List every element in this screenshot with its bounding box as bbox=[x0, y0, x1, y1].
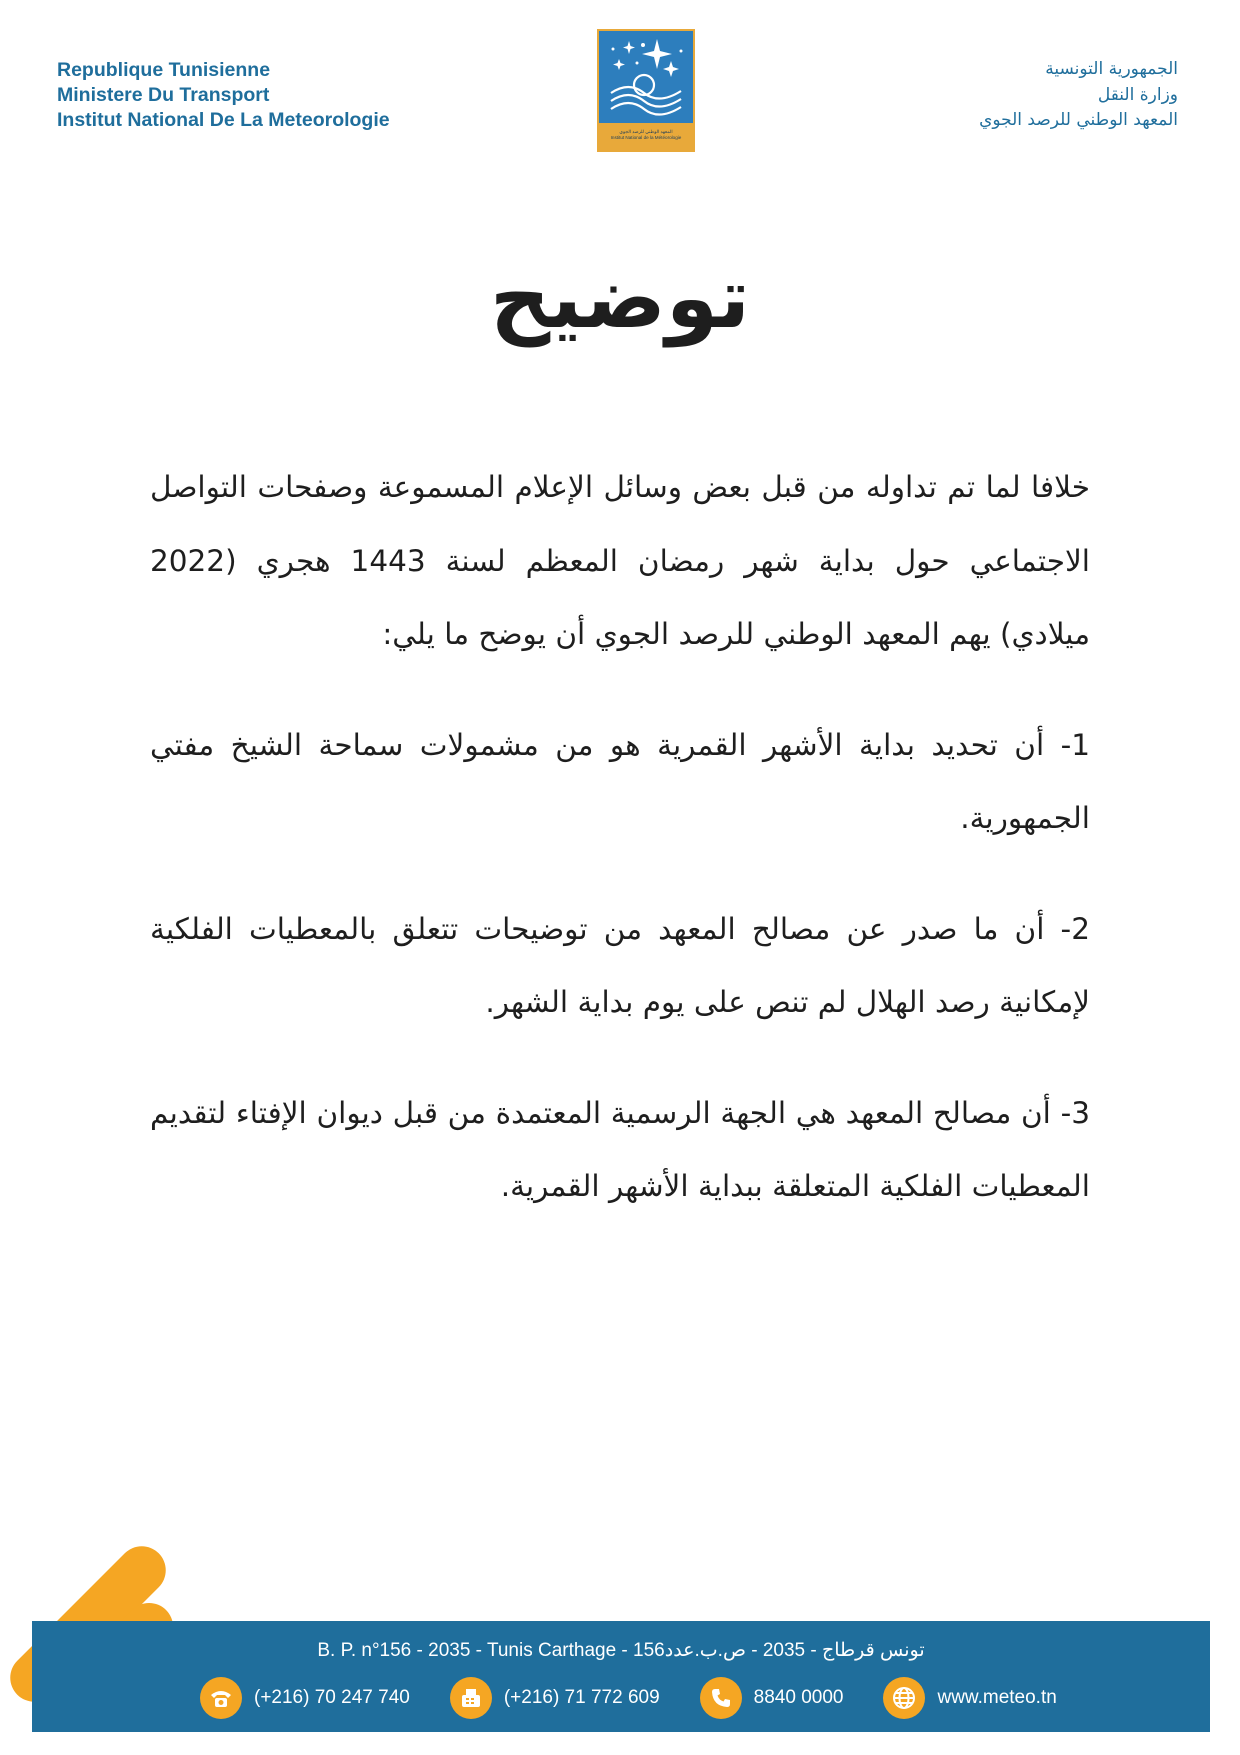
point-2: 2- أن ما صدر عن مصالح المعهد من توضيحات تتعلق بالمعطيات الفلكية لإمكانية رصد الهلال لم تنص على يوم بداية الشهر. bbox=[150, 911, 1090, 1019]
contact-hotline bbox=[700, 1677, 844, 1719]
logo-emblem-icon bbox=[599, 31, 693, 125]
phone-handset-icon bbox=[700, 1677, 742, 1719]
globe-icon bbox=[883, 1677, 925, 1719]
website-link[interactable]: www.meteo.tn bbox=[937, 1687, 1057, 1708]
contact-fax bbox=[450, 1677, 660, 1719]
letterhead-french bbox=[57, 58, 390, 133]
intro-paragraph: خلافا لما تم تداوله من قبل بعض وسائل الإعلام المسموعة وصفحات التواصل الاجتماعي حول بداية شهر رمضان المعظم لسنة 1443 هجري (2022 ميلادي) يهم المعهد الوطني للرصد الجوي أن يوضح ما يلي: bbox=[150, 470, 1090, 651]
footer-contacts bbox=[200, 1677, 1097, 1719]
country-name-ar: الجمهورية التونسية bbox=[1045, 59, 1178, 79]
ministry-name-fr: Ministere Du Transport bbox=[57, 84, 270, 106]
institute-name-fr: Institut National De La Meteorologie bbox=[57, 109, 390, 131]
institute-name-ar: المعهد الوطني للرصد الجوي bbox=[979, 110, 1178, 130]
hotline-number: 8840 0000 bbox=[753, 1687, 844, 1708]
contact-phone bbox=[200, 1677, 410, 1719]
point-1: 1- أن تحديد بداية الأشهر القمرية هو من مشمولات سماحة الشيخ مفتي الجمهورية. bbox=[150, 727, 1090, 835]
phone-number: (+216) 70 247 740 bbox=[254, 1687, 410, 1708]
country-name-fr: Republique Tunisienne bbox=[57, 59, 271, 81]
telephone-icon bbox=[200, 1677, 242, 1719]
document-body bbox=[150, 451, 1090, 1224]
point-3: 3- أن مصالح المعهد هي الجهة الرسمية المعتمدة من قبل ديوان الإفتاء لتقديم المعطيات الفلكية المتعلقة ببداية الأشهر القمرية. bbox=[150, 1095, 1090, 1203]
institute-logo bbox=[597, 29, 695, 152]
contact-website bbox=[883, 1677, 1056, 1719]
fax-icon bbox=[450, 1677, 492, 1719]
ministry-name-ar: وزارة النقل bbox=[1097, 84, 1178, 105]
fax-number: (+216) 71 772 609 bbox=[503, 1687, 660, 1708]
letterhead-arabic bbox=[979, 57, 1178, 134]
document-title: توضيح bbox=[489, 249, 751, 347]
footer-band bbox=[32, 1621, 1210, 1732]
logo-caption: المعهد الوطني للرصد الجوي Institut National de la Météorologie bbox=[599, 123, 693, 150]
footer-address: B. P. n°156 - 2035 - Tunis Carthage - تونس قرطاج - 2035 - ص.ب.عدد156 bbox=[317, 1640, 925, 1661]
